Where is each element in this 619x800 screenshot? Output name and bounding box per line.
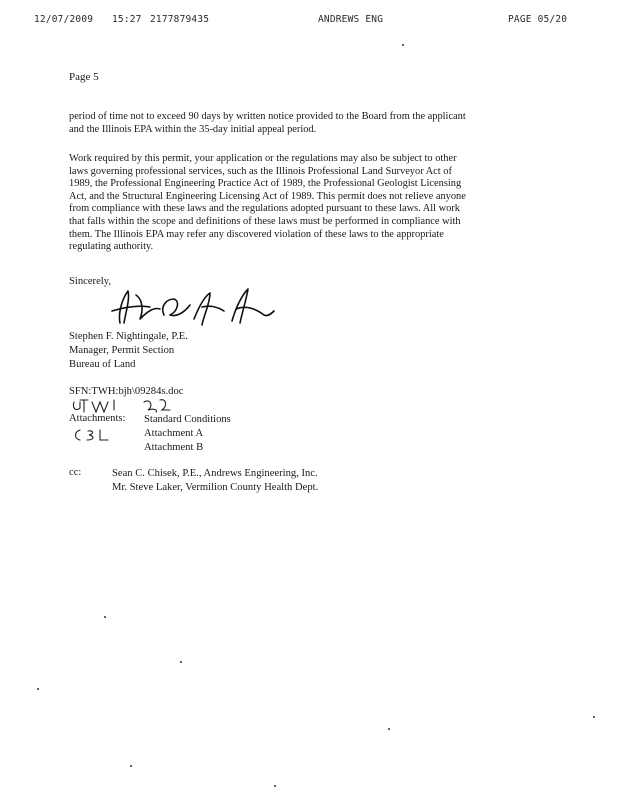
paragraph-line: that falls within the scope and definitions of these laws must be performed in compliance with [69,215,461,227]
appeal-paragraph [69,111,559,136]
signatory-name: Stephen F. Nightingale, P.E. [69,331,188,342]
cc-recipients [112,467,318,495]
scan-speck [37,688,39,690]
attachments-label: Attachments: [69,413,126,424]
scan-speck [104,616,106,618]
closing-salutation: Sincerely, [69,276,111,287]
handwritten-initials [70,398,180,414]
fax-page-number: PAGE 05/20 [508,14,568,25]
paragraph-line: them. The Illinois EPA may refer any discovered violation of these laws to the appropriate [69,228,444,240]
fax-time: 15:27 [112,14,142,25]
handwritten-signature [106,285,276,330]
fax-date: 12/07/2009 [34,14,94,25]
scan-speck [180,661,182,663]
scan-speck [402,44,404,46]
signature-block [69,330,188,371]
paragraph-line: Act, and the Structural Engineering Licensing Act of 1989. This permit does not relieve anyone [69,190,466,202]
paragraph-line: regulating authority. [69,241,154,253]
attachments-list [144,413,231,454]
fax-sender: ANDREWS ENG [318,14,384,25]
cc-recipient: Mr. Steve Laker, Vermilion County Health Dept. [112,482,319,493]
paragraph-line: from compliance with these laws and the regulations adopted pursuant to these laws. All work [69,203,460,215]
scan-speck [274,785,276,787]
paragraph-line: Work required by this permit, your application or the regulations may also be subject to other [69,153,457,164]
attachment-item: Standard Conditions [144,414,231,425]
paragraph-line: laws governing professional services, such as the Illinois Professional Land Surveyor Act of [69,165,452,177]
attachment-item: Attachment B [144,441,204,453]
paragraph-line: 1989, the Professional Engineering Practice Act of 1989, the Professional Geologist Licensing [69,178,462,190]
attachment-item: Attachment A [144,427,204,439]
handwritten-note [72,428,117,442]
professional-laws-paragraph [69,153,559,254]
paragraph-line: and the Illinois EPA within the 35-day initial appeal period. [69,123,317,135]
scan-speck [388,728,390,730]
signatory-bureau: Bureau of Land [69,358,136,370]
scan-speck [593,716,595,718]
signatory-title: Manager, Permit Section [69,344,175,356]
cc-recipient: Sean C. Chisek, P.E., Andrews Engineering, Inc. [112,468,318,479]
fax-header [0,14,619,28]
fax-number: 2177879435 [150,14,210,25]
cc-label: cc: [69,467,82,478]
scan-speck [130,765,132,767]
page-label: Page 5 [69,71,99,83]
reference-initials: SFN:TWH:bjh\09284s.doc [69,386,184,397]
paragraph-line: period of time not to exceed 90 days by written notice provided to the Board from the applicant [69,111,466,122]
